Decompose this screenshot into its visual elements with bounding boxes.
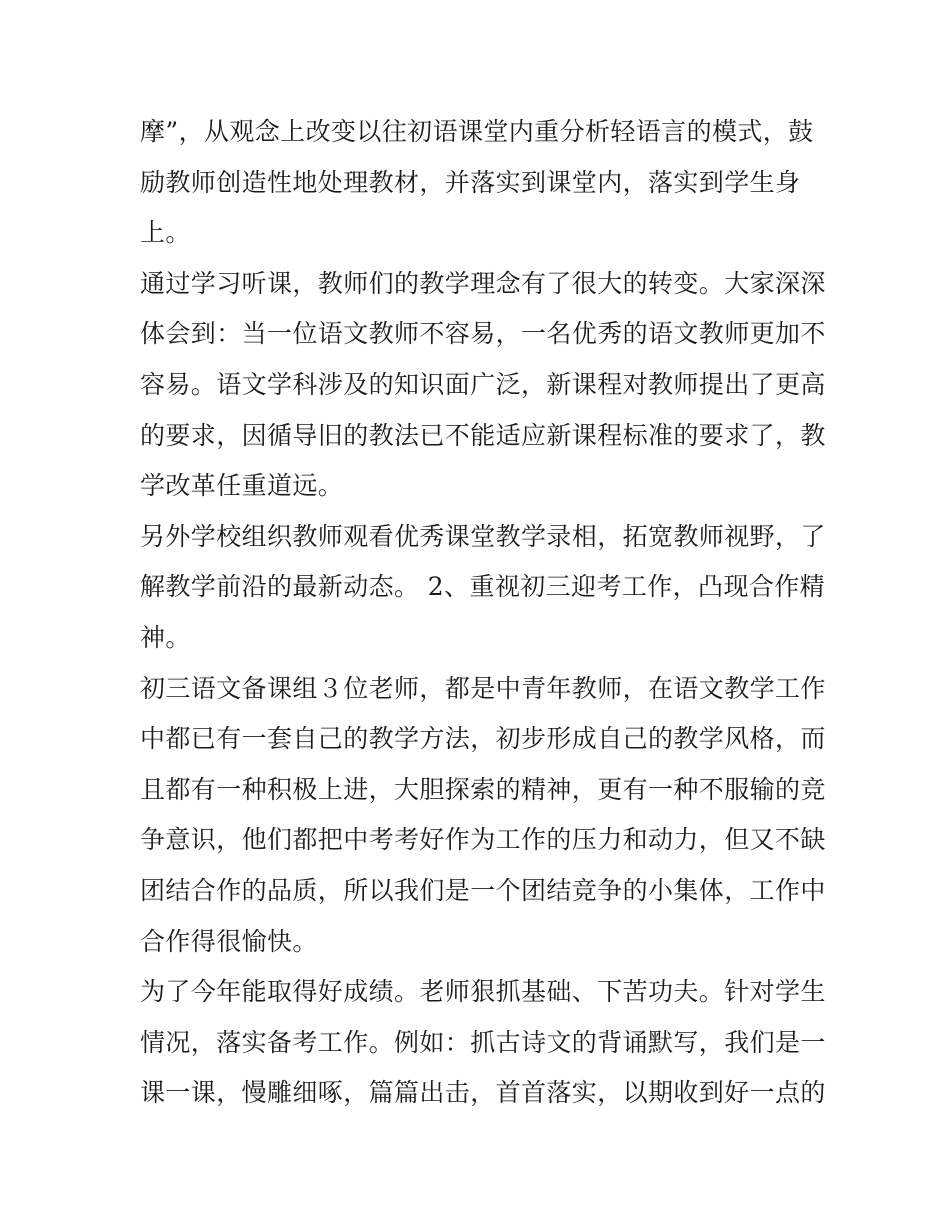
text-line: 摩”，从观念上改变以往初语课堂内重分析轻语言的模式，鼓 [140,117,814,146]
text-line: 课一课，慢雕细啄，篇篇出击，首首落实，以期收到好一点的 [140,1078,826,1108]
text-line: 团结合作的品质，所以我们是一个团结竞争的小集体，工作中 [140,875,826,905]
text-line: 通过学习听课，教师们的教学理念有了很大的转变。大家深深 [140,268,826,298]
text-line: 争意识，他们都把中考考好作为工作的压力和动力，但又不缺 [140,825,826,855]
text-line: 初三语文备课组３位老师，都是中青年教师，在语文教学工作 [140,673,826,703]
text-line: 容易。语文学科涉及的知识面广泛，新课程对教师提出了更高 [140,369,826,399]
text-line: 情况，落实备考工作。例如：抓古诗文的背诵默写，我们是一 [140,1027,826,1057]
text-line: 中都已有一套自己的教学方法，初步形成自己的教学风格，而 [140,724,826,754]
text-line: 学改革任重道远。 [140,471,344,501]
text-line: 合作得很愉快。 [140,926,318,956]
text-line: 励教师创造性地处理教材，并落实到课堂内，落实到学生身 [140,167,801,197]
text-line: 且都有一种积极上进，大胆探索的精神，更有一种不服输的竞 [140,774,826,804]
text-line: 另外学校组织教师观看优秀课堂教学录相，拓宽教师视野，了 [140,521,826,551]
body-text [140,107,826,1119]
text-line: 体会到：当一位语文教师不容易，一名优秀的语文教师更加不 [140,319,826,349]
text-line: 为了今年能取得好成绩。老师狠抓基础、下苦功夫。针对学生 [140,977,826,1007]
text-line: 的要求，因循导旧的教法已不能适应新课程标准的要求了，教 [140,420,826,450]
text-line: 解教学前沿的最新动态。 2、重视初三迎考工作，凸现合作精 [140,572,826,602]
text-line: 神。 [140,622,191,652]
text-line: 上。 [140,218,191,248]
